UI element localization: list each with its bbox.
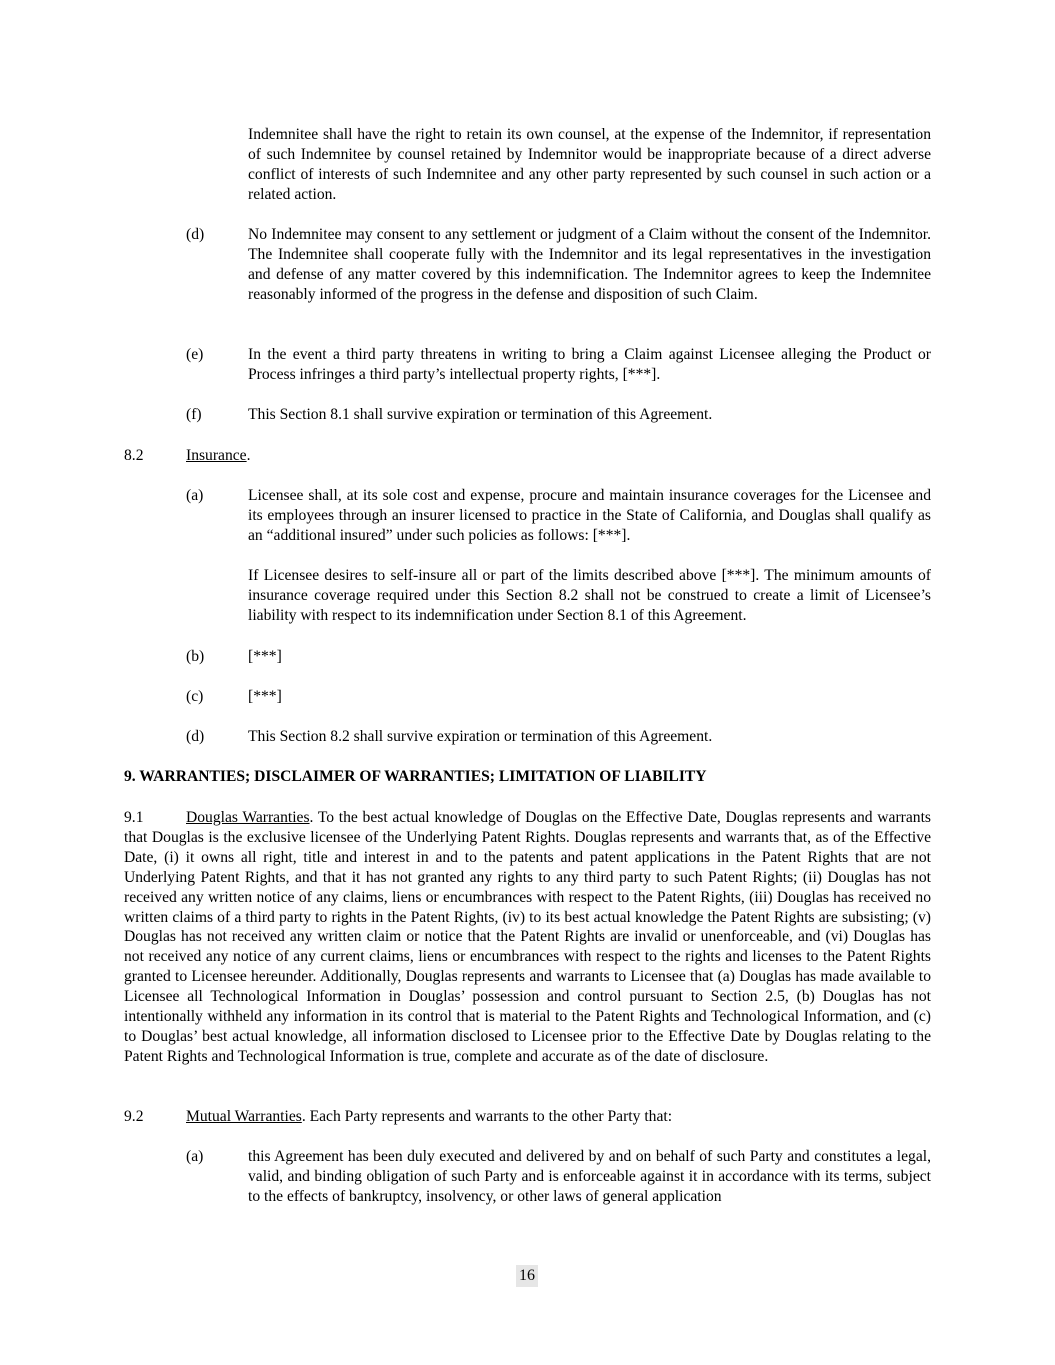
item-number: (d)	[186, 226, 205, 243]
item-text: In the event a third party threatens in writing to bring a Claim against Licensee alleging the Product or Process infringes a third party’s intellectual property rights, [***].	[248, 346, 931, 383]
section-8-2-c	[186, 687, 931, 707]
section-8-2-a-continuation: If Licensee desires to self-insure all or part of the limits described above [***]. The minimum amounts of insurance coverage required under this Section 8.2 shall not be construed to create a limit of Licensee’s liability with respect to its indemnification under Section 8.1 of this Agreement.	[248, 567, 931, 624]
item-number: (f)	[186, 406, 202, 423]
section-text: . To the best actual knowledge of Douglas on the Effective Date, Douglas represents and warrants that Douglas is the exclusive licensee of the Underlying Patent Rights. Douglas represents and warrants that, as of the Effective Date, (i) it owns all right, title and interest in and to the patents and patent applications in the Patent Rights that are not Underlying Patent Rights, and that it has not granted any rights to any third party to such Patent Rights; (ii) Douglas has not received any written notice of any claims, liens or encumbrances with respect to the Patent Rights, (iii) Douglas has received no written claims of a third party to rights in the Patent Rights, (iv) to its best actual knowledge the Patent Rights are subsisting; (v) Douglas has not received any written claim or notice that the Patent Rights are invalid or unenforceable, and (vi) Douglas has not received any notice of any current claims, liens or encumbrances with respect to the rights and licenses to the Patent Rights granted to Licensee hereunder. Additionally, Douglas represents and warrants to Licensee that (a) Douglas has made available to Licensee all Technological Information in Douglas’ possession and control pursuant to Section 2.5, (b) Douglas has not intentionally withheld any information in its control that is material to the Patent Rights and Technological Information, and (c) to Douglas’ best actual knowledge, all information disclosed to Licensee prior to the Effective Date by Douglas relating to the Patent Rights and Technological Information is true, complete and accurate as of the date of disclosure.	[124, 809, 931, 1065]
item-text: [***]	[248, 688, 282, 705]
section-number: 9.2	[124, 1108, 144, 1125]
section-9-2	[124, 1107, 931, 1127]
item-text: this Agreement has been duly executed and delivered by and on behalf of such Party and constitutes a legal, valid, and binding obligation of such Party and is enforceable against it in accordance with its terms, subject to the effects of bankruptcy, insolvency, or other laws of general application	[248, 1148, 931, 1205]
section-8-2-d	[186, 727, 931, 747]
section-9-2-a	[186, 1147, 931, 1207]
section-title: Insurance	[186, 447, 247, 464]
section-8-1-f	[186, 405, 931, 425]
section-number: 9.1	[124, 809, 144, 826]
item-text: This Section 8.2 shall survive expiration or termination of this Agreement.	[248, 728, 713, 745]
item-text: Licensee shall, at its sole cost and expense, procure and maintain insurance coverages for the Licensee and its employees through an insurer licensed to practice in the State of California, and Douglas shall qualify as an “additional insured” under such policies as follows: [***].	[248, 487, 931, 544]
item-text: No Indemnitee may consent to any settlement or judgment of a Claim without the consent of the Indemnitor. The Indemnitee shall cooperate fully with the Indemnitor and its legal representatives in the investigation and defense of any matter covered by this indemnification. The Indemnitor agrees to keep the Indemnitee reasonably informed of the progress in the defense and disposition of such Claim.	[248, 226, 931, 303]
item-number: (c)	[186, 688, 204, 705]
item-number: (d)	[186, 728, 205, 745]
section-8-1-e	[186, 345, 931, 385]
item-number: (e)	[186, 346, 204, 363]
section-9-1	[124, 808, 931, 1067]
section-number: 8.2	[124, 447, 144, 464]
article-9-heading: 9. WARRANTIES; DISCLAIMER OF WARRANTIES; LIMITATION OF LIABILITY	[124, 768, 707, 785]
section-8-2-heading	[124, 446, 931, 466]
item-text: This Section 8.1 shall survive expiration or termination of this Agreement.	[248, 406, 713, 423]
section-title-suffix: .	[246, 447, 251, 464]
section-title: Mutual Warranties	[186, 1108, 302, 1125]
section-8-1-c-continuation: Indemnitee shall have the right to retain its own counsel, at the expense of the Indemnitor, if representation of such Indemnitee by counsel retained by Indemnitor would be inappropriate because of a direct adverse conflict of interests of such Indemnitee and any other party represented by such counsel in such action or a related action.	[248, 126, 931, 203]
item-number: (a)	[186, 1148, 204, 1165]
item-number: (a)	[186, 487, 204, 504]
section-title: Douglas Warranties	[186, 809, 310, 826]
item-number: (b)	[186, 648, 205, 665]
section-text: . Each Party represents and warrants to the other Party that:	[301, 1108, 673, 1125]
section-8-1-d	[186, 225, 931, 305]
item-text: [***]	[248, 648, 282, 665]
section-8-2-a	[186, 486, 931, 546]
page-number: 16	[516, 1265, 538, 1287]
section-8-2-b	[186, 647, 931, 667]
